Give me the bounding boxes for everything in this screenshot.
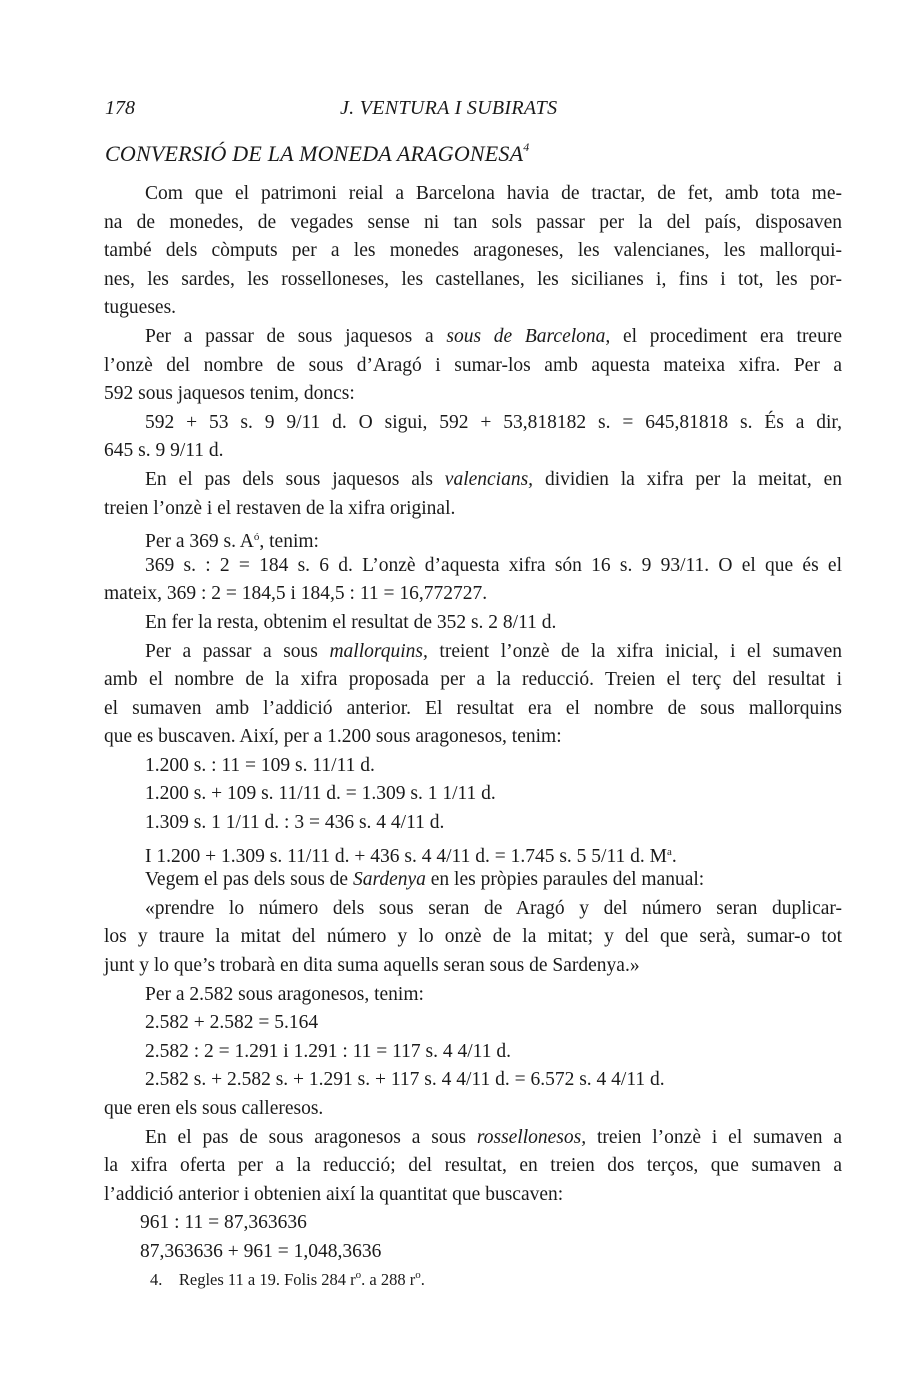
section-title: [105, 140, 529, 167]
footnote-sup-1: o: [355, 1269, 362, 1281]
p5-line-2: «prendre lo número dels sous seran de Aragó y del número seran duplicar-: [145, 897, 842, 919]
p5-line-7: 2.582 : 2 = 1.291 i 1.291 : 11 = 117 s. 4 4/11 d.: [145, 1040, 511, 1062]
footnote-sup-2: o: [415, 1269, 421, 1281]
p2-text-a: Per a passar de sous jaquesos a: [145, 325, 447, 347]
p6-line-4: 961 : 11 = 87,363636: [140, 1212, 307, 1234]
p3-text-a: En el pas dels sous jaquesos als: [145, 468, 445, 490]
p5-line-4: junt y lo que’s trobarà en dita suma aquells seran sous de Sardenya.»: [104, 955, 640, 977]
p2-line-4: 592 + 53 s. 9 9/11 d. O sigui, 592 + 53,818182 s. = 645,81818 s. És a dir,: [145, 411, 842, 433]
p4-text-a: Per a passar a sous: [145, 640, 330, 662]
p6-text-a: En el pas de sous aragonesos a sous: [145, 1126, 477, 1148]
p3-line-1: [104, 466, 842, 495]
p6-italic: rossellonesos,: [476, 1126, 587, 1148]
footnote-text-a: Regles 11 a 19. Folis 284 r: [178, 1270, 356, 1289]
page-number: 178: [105, 97, 135, 119]
p4-l8-sup: a: [666, 845, 672, 858]
p2-line-1: [104, 323, 842, 352]
section-title-text: CONVERSIÓ DE LA MONEDA ARAGONESA: [105, 141, 524, 166]
footnote-number: 4.: [150, 1270, 163, 1289]
body-text: [104, 180, 842, 1267]
p2-line-2: l’onzè del nombre de sous d’Aragó i sumar-los amb aquesta mateixa xifra. Per a: [104, 354, 842, 376]
p5-line-3: los y traure la mitat del número y lo onzè de la mitat; y del que serà, sumar-o tot: [104, 926, 842, 948]
footnote: [150, 1269, 425, 1290]
running-head: [105, 97, 845, 127]
p4-line-3: el sumaven amb l’addició anterior. El resultat era el nombre de sous mallorquins: [104, 697, 842, 719]
p1-line-1: Com que el patrimoni reial a Barcelona havia de tractar, de fet, amb tota me-: [145, 183, 842, 204]
footnote-ref: 4: [523, 140, 530, 154]
p4-line-8: [104, 838, 842, 867]
p1-line-4: nes, les sardes, les rosselloneses, les castellanes, les sicilianes i, fins i tot, les por-: [104, 268, 842, 290]
p5-line-6: 2.582 + 2.582 = 5.164: [145, 1012, 319, 1034]
p2-line-3: 592 sous jaquesos tenim, doncs:: [104, 383, 355, 405]
p6-line-3: l’addició anterior i obtenien així la quantitat que buscaven:: [104, 1183, 564, 1205]
p6-text-b: treien l’onzè i el sumaven a: [586, 1126, 842, 1148]
p3-line-2: treien l’onzè i el restaven de la xifra original.: [104, 497, 456, 519]
p4-line-5: 1.200 s. : 11 = 109 s. 11/11 d.: [145, 754, 375, 776]
p4-text-b: treient l’onzè de la xifra inicial, i el sumaven: [427, 640, 842, 662]
p5-italic: Sardenya: [352, 869, 426, 891]
p5-line-9: que eren els sous calleresos.: [104, 1098, 324, 1119]
p4-italic: mallorquins,: [329, 640, 428, 662]
p1-line-3: també dels còmputs per a les monedes aragoneses, les valencianes, les mallorqui-: [104, 240, 842, 262]
p1-line-2: na de monedes, de vegades sense ni tan sols passar per la del país, disposaven: [104, 211, 842, 233]
p4-line-7: 1.309 s. 1 1/11 d. : 3 = 436 s. 4 4/11 d.: [145, 812, 445, 834]
p6-line-1: [104, 1124, 842, 1153]
p3-line-6: En fer la resta, obtenim el resultat de 352 s. 2 8/11 d.: [145, 611, 557, 633]
p5-line-1: [104, 866, 842, 895]
p2-italic: sous de Barcelona,: [446, 325, 611, 347]
p3-l3-sup: ó: [253, 531, 260, 544]
p3-text-b: dividien la xifra per la meitat, en: [533, 468, 842, 490]
p2-line-5: 645 s. 9 9/11 d.: [104, 440, 224, 462]
footnote-text-c: .: [420, 1270, 425, 1289]
p6-line-2: la xifra oferta per a la reducció; del resultat, en treien dos terços, que sumaven a: [104, 1155, 842, 1177]
p3-line-3: [104, 523, 842, 552]
p4-l8-b: .: [671, 845, 677, 867]
p4-line-6: 1.200 s. + 109 s. 11/11 d. = 1.309 s. 1 1/11 d.: [145, 783, 496, 805]
running-title: J. VENTURA I SUBIRATS: [340, 97, 558, 119]
p3-line-4: 369 s. : 2 = 184 s. 6 d. L’onzè d’aquesta xifra són 16 s. 9 93/11. O el que és el: [145, 554, 842, 576]
p2-text-b: el procediment era treure: [610, 325, 842, 347]
p5-line-5: Per a 2.582 sous aragonesos, tenim:: [145, 983, 424, 1005]
p4-l8-a: I 1.200 + 1.309 s. 11/11 d. + 436 s. 4 4/11 d. = 1.745 s. 5 5/11 d. M: [145, 845, 667, 867]
p3-italic: valencians,: [444, 468, 534, 490]
p4-line-4: que es buscaven. Així, per a 1.200 sous aragonesos, tenim:: [104, 726, 562, 748]
p4-line-2: amb el nombre de la xifra proposada per a la reducció. Treien el terç del resultat i: [104, 669, 842, 691]
p4-line-1: [104, 638, 842, 667]
p6-line-5: 87,363636 + 961 = 1,048,3636: [140, 1240, 382, 1262]
p5-line-8: 2.582 s. + 2.582 s. + 1.291 s. + 117 s. 4 4/11 d. = 6.572 s. 4 4/11 d.: [145, 1069, 665, 1091]
p3-l3-b: , tenim:: [259, 531, 319, 553]
p3-line-5: mateix, 369 : 2 = 184,5 i 184,5 : 11 = 16,772727.: [104, 583, 488, 605]
p1-line-5: tugueses.: [104, 297, 177, 319]
p3-l3-a: Per a 369 s. A: [145, 531, 254, 553]
footnote-text-b: . a 288 r: [361, 1270, 416, 1289]
p5-text-a: Vegem el pas dels sous de: [145, 869, 353, 891]
p5-text-b: en les pròpies paraules del manual:: [425, 869, 705, 891]
